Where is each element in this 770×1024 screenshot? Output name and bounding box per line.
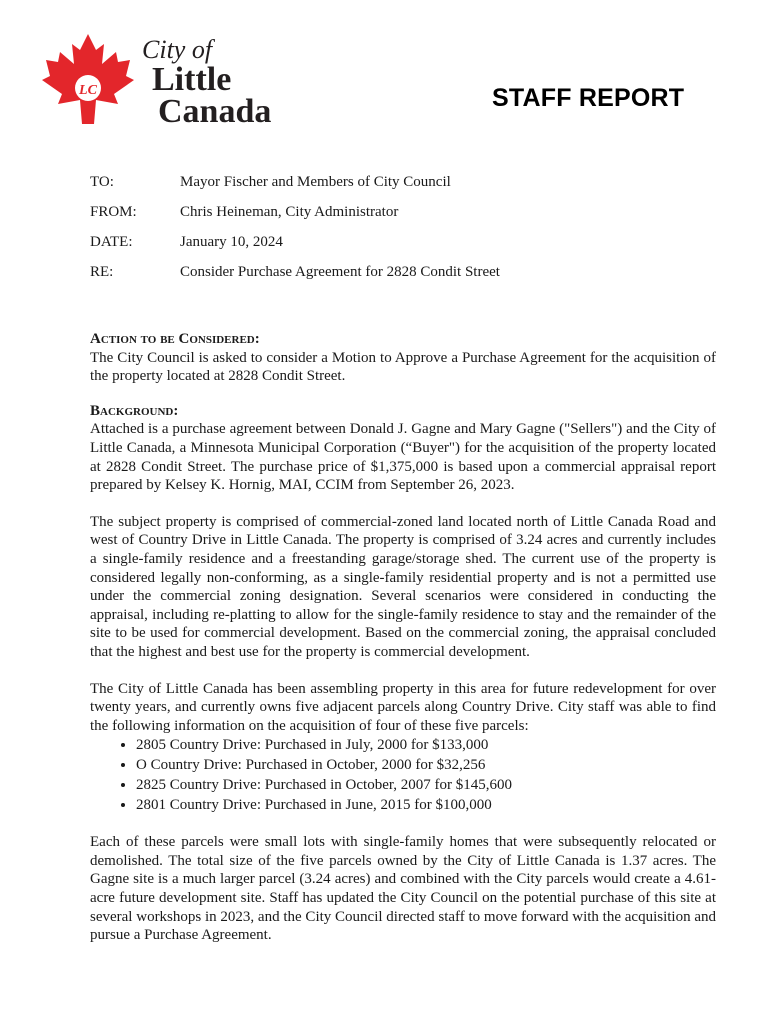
maple-leaf-icon <box>42 34 134 124</box>
memo-value: Mayor Fischer and Members of City Council <box>180 174 451 190</box>
list-item: • 2825 Country Drive: Purchased in October, 2007 for $145,600 <box>136 775 716 795</box>
action-heading: Action to be Considered: <box>90 331 260 347</box>
background-paragraph-1: Attached is a purchase agreement between Donald J. Gagne and Mary Gagne ("Sellers") and the City of Little Canada, a Minnesota Municipal Corporation (“Buyer") for the acquisition of the property located at 2828 Condit Street. The purchase price of $1,375,000 is based upon a commercial appraisal report prepared by Kelsey K. Hornig, MAI, CCIM from September 26, 2023. <box>90 421 716 494</box>
background-paragraph-4: Each of these parcels were small lots with single-family homes that were subsequently relocated or demolished. The total size of the five parcels owned by the City of Little Canada is 1.37 acres. The Gagne site is a much larger parcel (3.24 acres) and combined with the City parcels would create a 4.61-acre future development site. Staff has updated the City Council on the potential purchase of this site at several workshops in 2023, and the City Council directed staff to move forward with the acquisition and pursue a Purchase Agreement. <box>90 834 716 944</box>
background-heading: Background: <box>90 402 179 419</box>
memo-value: Chris Heineman, City Administrator <box>180 204 399 220</box>
background-paragraph-2: The subject property is comprised of commercial-zoned land located north of Little Canada Road and west of Country Drive in Little Canada. The property is comprised of 3.24 acres and currently includes a single-family residence and a freestanding garage/storage shed. The current use of the property is considered legally non-conforming, as a single-family residential property and is not a permitted use under the commercial zoning designation. Several scenarios were considered in conducting the appraisal, including re-platting to allow for the single-family residence to stay and the remainder of the site to be used for commercial development. Based on the commercial zoning, the appraisal concluded that the highest and best use for the property is commercial development. <box>90 513 716 660</box>
memo-header <box>90 172 690 292</box>
logo-monogram: LC <box>79 83 97 98</box>
report-body <box>90 330 716 963</box>
memo-row-re <box>90 262 690 292</box>
list-item: • 2801 Country Drive: Purchased in June, 2015 for $100,000 <box>136 795 716 815</box>
report-title: STAFF REPORT <box>492 84 685 112</box>
action-text: The City Council is asked to consider a Motion to Approve a Purchase Agreement for the acquisition of the property located at 2828 Condit Street. <box>90 349 716 385</box>
memo-row-from <box>90 202 690 232</box>
memo-label: DATE: <box>90 234 133 250</box>
logo-line2: Little <box>152 61 232 98</box>
parcel-list <box>90 735 716 815</box>
memo-value: Consider Purchase Agreement for 2828 Condit Street <box>180 264 500 280</box>
memo-value: January 10, 2024 <box>180 234 283 250</box>
memo-label: RE: <box>90 264 114 280</box>
logo-line1: City of <box>142 35 213 64</box>
memo-label: FROM: <box>90 204 137 220</box>
city-logo <box>30 32 310 128</box>
memo-row-to <box>90 172 690 202</box>
list-item: • O Country Drive: Purchased in October, 2000 for $32,256 <box>136 755 716 775</box>
memo-row-date <box>90 232 690 262</box>
background-paragraph-3: The City of Little Canada has been assembling property in this area for future redevelopment for over twenty years, and currently owns five adjacent parcels along Country Drive. City staff was able to find the following information on the acquisition of four of these five parcels: <box>90 680 716 734</box>
memo-label: TO: <box>90 174 114 190</box>
list-item: • 2805 Country Drive: Purchased in July, 2000 for $133,000 <box>136 735 716 755</box>
logo-line3: Canada <box>158 93 272 128</box>
